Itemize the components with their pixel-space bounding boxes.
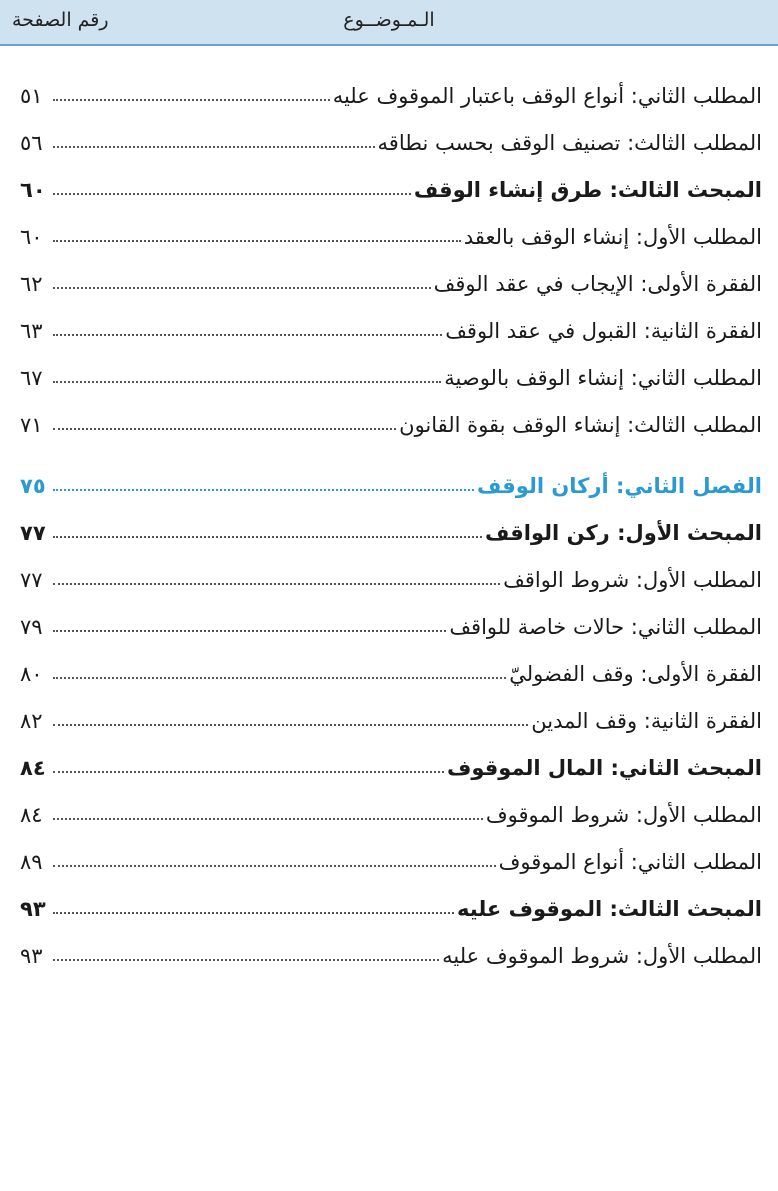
toc-entry-page: ٨٩: [20, 850, 43, 874]
toc-entry-section[interactable]: [20, 745, 762, 792]
toc-entry-page: ٦٠: [20, 178, 46, 202]
toc-entry-title: المطلب الثالث: تصنيف الوقف بحسب نطاقه: [377, 131, 762, 155]
table-of-contents: [20, 73, 762, 980]
dot-leader: [53, 89, 330, 101]
toc-entry-title: المطلب الثاني: أنواع الوقف باعتبار الموقوف عليه: [332, 84, 762, 108]
toc-entry-title: المطلب الثالث: إنشاء الوقف بقوة القانون: [399, 413, 762, 437]
toc-entry-title: المطلب الأول: شروط الواقف: [503, 568, 762, 592]
toc-entry-page: ٦٠: [20, 225, 43, 249]
toc-entry-page: ٦٢: [20, 272, 43, 296]
toc-entry[interactable]: [20, 604, 762, 651]
toc-entry-section[interactable]: [20, 510, 762, 557]
toc-entry-title: الفقرة الثانية: وقف المدين: [531, 709, 762, 733]
toc-entry-title: المطلب الثاني: إنشاء الوقف بالوصية: [444, 366, 762, 390]
dot-leader: [53, 418, 396, 430]
toc-entry-page: ٧٧: [20, 568, 43, 592]
toc-entry[interactable]: [20, 214, 762, 261]
toc-entry-title: الفقرة الأولى: وقف الفضوليّ: [509, 662, 762, 686]
toc-entry-page: ٩٣: [20, 897, 46, 921]
toc-entry[interactable]: [20, 73, 762, 120]
page-number-column-header: رقم الصفحة: [12, 9, 109, 31]
toc-entry-page: ٧١: [20, 413, 43, 437]
dot-leader: [53, 324, 442, 336]
toc-entry-title: المبحث الثاني: المال الموقوف: [446, 756, 762, 780]
toc-entry-page: ٦٣: [20, 319, 43, 343]
toc-entry-page: ٦٧: [20, 366, 43, 390]
dot-leader: [53, 902, 454, 914]
toc-entry-title: المطلب الثاني: حالات خاصة للواقف: [449, 615, 762, 639]
dot-leader: [53, 855, 496, 867]
toc-entry-title: المطلب الأول: إنشاء الوقف بالعقد: [463, 225, 762, 249]
dot-leader: [53, 371, 441, 383]
toc-entry-title: الفقرة الأولى: الإيجاب في عقد الوقف: [433, 272, 762, 296]
toc-entry[interactable]: [20, 698, 762, 745]
dot-leader: [53, 620, 446, 632]
toc-entry[interactable]: [20, 792, 762, 839]
toc-entry[interactable]: [20, 651, 762, 698]
toc-entry[interactable]: [20, 261, 762, 308]
dot-leader: [53, 136, 375, 148]
toc-entry[interactable]: [20, 933, 762, 980]
dot-leader: [53, 526, 482, 538]
dot-leader: [53, 230, 461, 242]
toc-entry[interactable]: [20, 402, 762, 449]
toc-entry-title: المطلب الأول: شروط الموقوف عليه: [442, 944, 762, 968]
dot-leader: [53, 949, 439, 961]
dot-leader: [53, 573, 500, 585]
toc-entry-page: ٨٤: [20, 756, 46, 780]
toc-entry-page: ٧٥: [20, 474, 46, 498]
toc-entry[interactable]: [20, 557, 762, 604]
toc-entry[interactable]: [20, 839, 762, 886]
toc-entry[interactable]: [20, 120, 762, 167]
topic-column-header: الـمـوضــوع: [343, 9, 435, 31]
dot-leader: [53, 714, 528, 726]
dot-leader: [53, 761, 444, 773]
table-header: [0, 0, 778, 46]
toc-entry-title: المطلب الثاني: أنواع الموقوف: [498, 850, 762, 874]
toc-entry-title: المبحث الثالث: الموقوف عليه: [457, 897, 762, 921]
dot-leader: [53, 667, 506, 679]
toc-entry[interactable]: [20, 308, 762, 355]
toc-entry-page: ٨٤: [20, 803, 43, 827]
toc-entry-page: ٩٣: [20, 944, 43, 968]
toc-entry-title: المبحث الأول: ركن الواقف: [485, 521, 762, 545]
toc-entry-page: ٨٢: [20, 709, 43, 733]
dot-leader: [53, 277, 431, 289]
toc-entry-page: ٧٩: [20, 615, 43, 639]
toc-entry-section[interactable]: [20, 886, 762, 933]
toc-entry-page: ٨٠: [20, 662, 43, 686]
toc-entry-section[interactable]: [20, 167, 762, 214]
toc-entry-title: المطلب الأول: شروط الموقوف: [485, 803, 762, 827]
toc-entry-page: ٥٦: [20, 131, 43, 155]
toc-entry-chapter[interactable]: [20, 463, 762, 510]
toc-entry-title: المبحث الثالث: طرق إنشاء الوقف: [413, 178, 762, 202]
dot-leader: [53, 808, 483, 820]
dot-leader: [53, 183, 411, 195]
toc-entry-title: الفقرة الثانية: القبول في عقد الوقف: [445, 319, 762, 343]
toc-entry-title: الفصل الثاني: أركان الوقف: [477, 474, 762, 498]
dot-leader: [53, 479, 474, 491]
toc-entry[interactable]: [20, 355, 762, 402]
toc-entry-page: ٥١: [20, 84, 43, 108]
toc-entry-page: ٧٧: [20, 521, 46, 545]
